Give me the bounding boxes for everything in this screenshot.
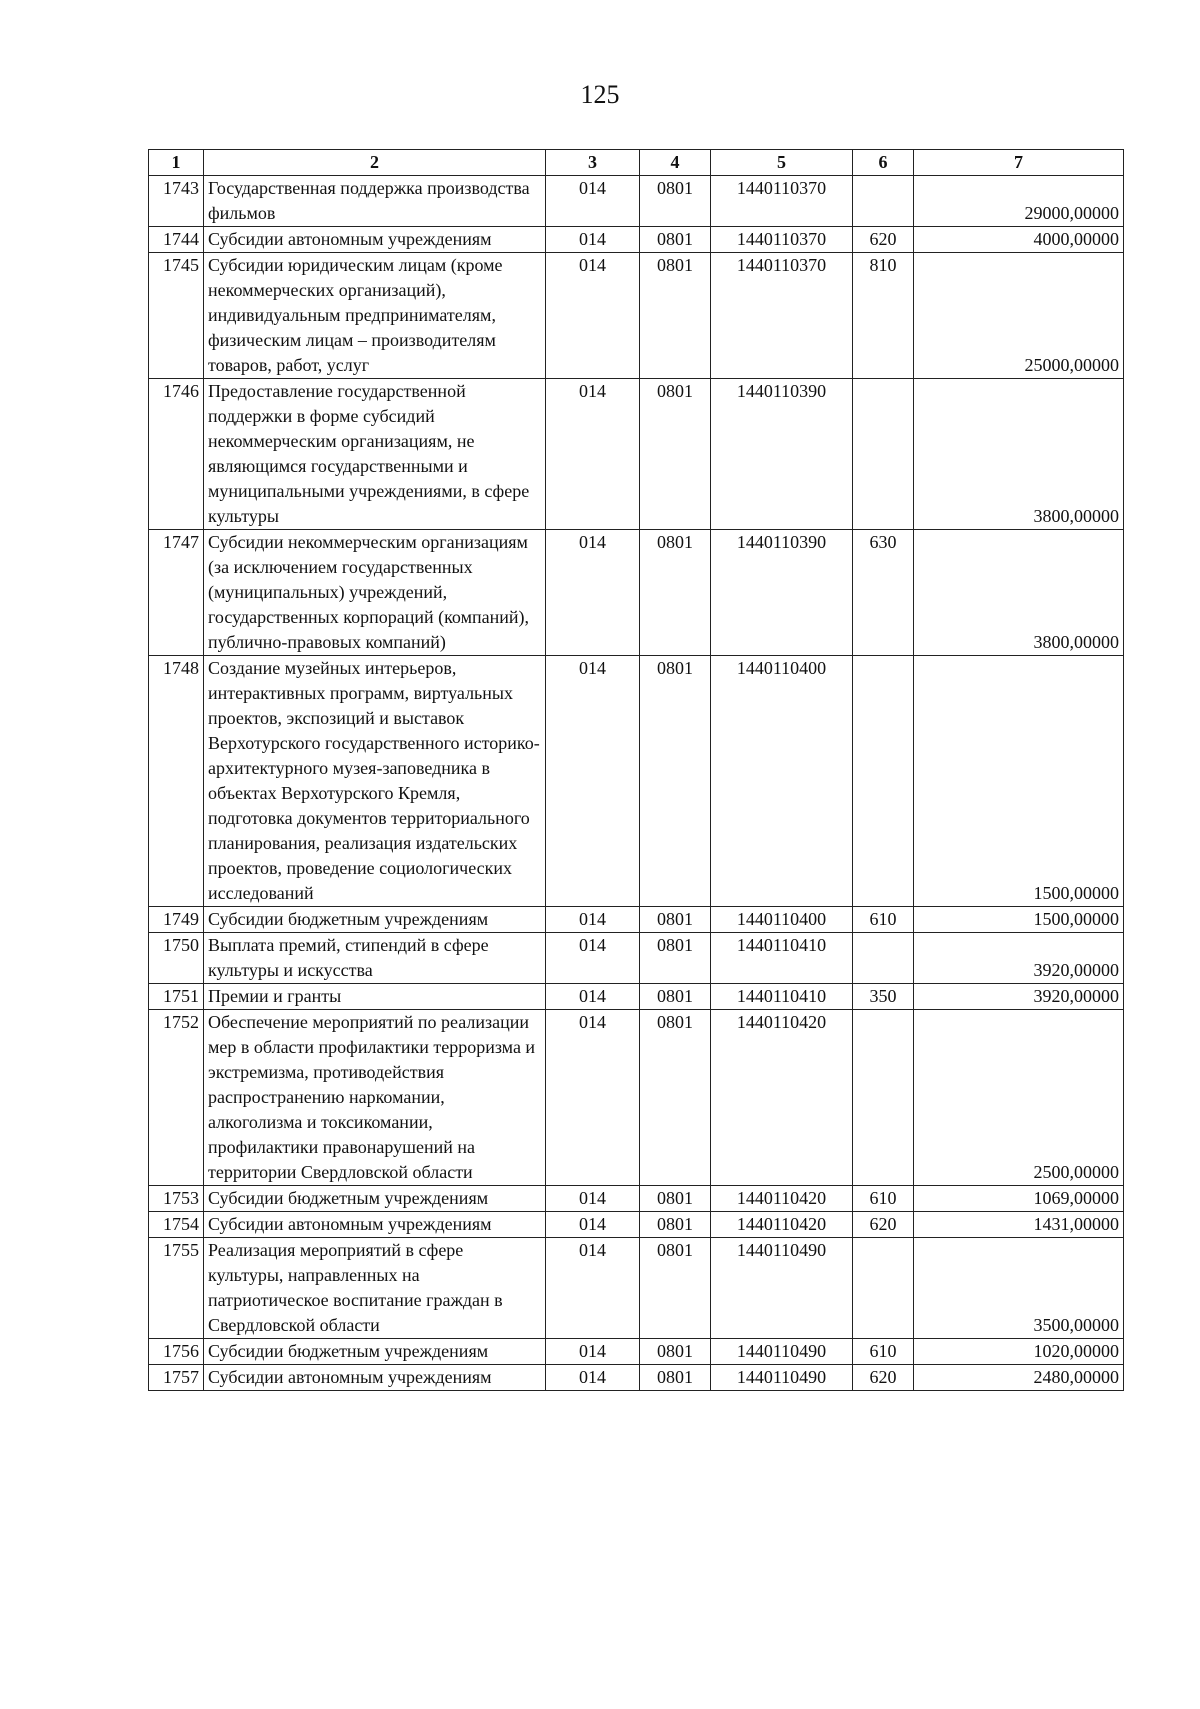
table-row xyxy=(149,1238,1124,1339)
row-name: Предоставление государственной поддержки в форме субсидий некоммерческим организациям, не являющимся государственными и муниципальными учреждениями, в сфере культуры xyxy=(204,379,546,530)
row-department-code: 014 xyxy=(546,1238,640,1339)
row-section-code: 0801 xyxy=(640,1339,711,1365)
row-section-code: 0801 xyxy=(640,530,711,656)
row-department-code: 014 xyxy=(546,1339,640,1365)
row-name: Обеспечение мероприятий по реализации мер в области профилактики терроризма и экстремизма, противодействия распространению наркомании, алкоголизма и токсикомании, профилактики правонарушений на территории Свердловской области xyxy=(204,1010,546,1186)
row-name: Реализация мероприятий в сфере культуры, направленных на патриотическое воспитание граждан в Свердловской области xyxy=(204,1238,546,1339)
table-row xyxy=(149,984,1124,1010)
row-amount: 1431,00000 xyxy=(914,1212,1124,1238)
header-row xyxy=(149,150,1124,176)
column-header-3: 3 xyxy=(546,150,640,176)
row-expense-type-code xyxy=(853,176,914,227)
row-expense-type-code xyxy=(853,1010,914,1186)
row-number: 1750 xyxy=(149,933,204,984)
row-number: 1752 xyxy=(149,1010,204,1186)
column-header-7: 7 xyxy=(914,150,1124,176)
row-amount: 2500,00000 xyxy=(914,1010,1124,1186)
row-expense-type-code: 350 xyxy=(853,984,914,1010)
row-number: 1745 xyxy=(149,253,204,379)
row-amount: 3800,00000 xyxy=(914,530,1124,656)
row-department-code: 014 xyxy=(546,933,640,984)
row-amount: 1020,00000 xyxy=(914,1339,1124,1365)
table-row xyxy=(149,1186,1124,1212)
row-section-code: 0801 xyxy=(640,984,711,1010)
table-row xyxy=(149,176,1124,227)
row-expense-type-code: 610 xyxy=(853,1339,914,1365)
column-header-4: 4 xyxy=(640,150,711,176)
row-amount: 3920,00000 xyxy=(914,984,1124,1010)
row-number: 1755 xyxy=(149,1238,204,1339)
row-department-code: 014 xyxy=(546,656,640,907)
row-expense-type-code: 620 xyxy=(853,1212,914,1238)
row-name: Субсидии автономным учреждениям xyxy=(204,1212,546,1238)
row-section-code: 0801 xyxy=(640,253,711,379)
row-name: Премии и гранты xyxy=(204,984,546,1010)
row-number: 1757 xyxy=(149,1365,204,1391)
row-department-code: 014 xyxy=(546,176,640,227)
row-target-article-code: 1440110420 xyxy=(711,1186,853,1212)
row-target-article-code: 1440110400 xyxy=(711,907,853,933)
table-row xyxy=(149,227,1124,253)
row-expense-type-code xyxy=(853,656,914,907)
row-amount: 4000,00000 xyxy=(914,227,1124,253)
row-amount: 3920,00000 xyxy=(914,933,1124,984)
table-row xyxy=(149,1212,1124,1238)
row-department-code: 014 xyxy=(546,530,640,656)
row-section-code: 0801 xyxy=(640,227,711,253)
row-target-article-code: 1440110370 xyxy=(711,253,853,379)
row-amount: 3800,00000 xyxy=(914,379,1124,530)
row-number: 1754 xyxy=(149,1212,204,1238)
row-amount: 25000,00000 xyxy=(914,253,1124,379)
row-section-code: 0801 xyxy=(640,907,711,933)
row-section-code: 0801 xyxy=(640,1186,711,1212)
row-department-code: 014 xyxy=(546,984,640,1010)
row-name: Субсидии некоммерческим организациям (за исключением государственных (муниципальных) учреждений, государственных корпораций (компаний), публично-правовых компаний) xyxy=(204,530,546,656)
row-name: Выплата премий, стипендий в сфере культуры и искусства xyxy=(204,933,546,984)
row-name: Субсидии автономным учреждениям xyxy=(204,1365,546,1391)
row-number: 1753 xyxy=(149,1186,204,1212)
row-target-article-code: 1440110420 xyxy=(711,1212,853,1238)
row-target-article-code: 1440110400 xyxy=(711,656,853,907)
row-number: 1756 xyxy=(149,1339,204,1365)
row-expense-type-code: 620 xyxy=(853,227,914,253)
row-expense-type-code: 810 xyxy=(853,253,914,379)
row-expense-type-code xyxy=(853,379,914,530)
row-target-article-code: 1440110390 xyxy=(711,379,853,530)
row-section-code: 0801 xyxy=(640,1238,711,1339)
row-expense-type-code xyxy=(853,933,914,984)
row-number: 1751 xyxy=(149,984,204,1010)
row-name: Создание музейных интерьеров, интерактивных программ, виртуальных проектов, экспозиций и выставок Верхотурского государственного историко-архитектурного музея-заповедника в объектах Верхотурского Кремля, подготовка документов территориального планирования, реализация издательских проектов, проведение социологических исследований xyxy=(204,656,546,907)
row-section-code: 0801 xyxy=(640,379,711,530)
row-expense-type-code: 620 xyxy=(853,1365,914,1391)
row-section-code: 0801 xyxy=(640,1365,711,1391)
row-target-article-code: 1440110490 xyxy=(711,1365,853,1391)
row-target-article-code: 1440110490 xyxy=(711,1238,853,1339)
table-row xyxy=(149,907,1124,933)
row-department-code: 014 xyxy=(546,1010,640,1186)
row-amount: 1500,00000 xyxy=(914,907,1124,933)
row-target-article-code: 1440110410 xyxy=(711,984,853,1010)
row-expense-type-code: 630 xyxy=(853,530,914,656)
row-department-code: 014 xyxy=(546,1365,640,1391)
row-amount: 1500,00000 xyxy=(914,656,1124,907)
row-amount: 1069,00000 xyxy=(914,1186,1124,1212)
column-header-5: 5 xyxy=(711,150,853,176)
table-row xyxy=(149,1339,1124,1365)
row-department-code: 014 xyxy=(546,227,640,253)
row-expense-type-code: 610 xyxy=(853,907,914,933)
row-name: Субсидии бюджетным учреждениям xyxy=(204,1339,546,1365)
table-row xyxy=(149,253,1124,379)
row-department-code: 014 xyxy=(546,379,640,530)
row-target-article-code: 1440110390 xyxy=(711,530,853,656)
row-target-article-code: 1440110370 xyxy=(711,176,853,227)
table-row xyxy=(149,530,1124,656)
row-section-code: 0801 xyxy=(640,933,711,984)
row-number: 1743 xyxy=(149,176,204,227)
row-amount: 29000,00000 xyxy=(914,176,1124,227)
row-expense-type-code: 610 xyxy=(853,1186,914,1212)
row-section-code: 0801 xyxy=(640,176,711,227)
budget-table xyxy=(148,149,1124,1391)
row-number: 1748 xyxy=(149,656,204,907)
row-target-article-code: 1440110370 xyxy=(711,227,853,253)
row-name: Субсидии бюджетным учреждениям xyxy=(204,1186,546,1212)
column-header-6: 6 xyxy=(853,150,914,176)
row-section-code: 0801 xyxy=(640,656,711,907)
table-row xyxy=(149,656,1124,907)
row-name: Субсидии бюджетным учреждениям xyxy=(204,907,546,933)
row-amount: 3500,00000 xyxy=(914,1238,1124,1339)
row-target-article-code: 1440110420 xyxy=(711,1010,853,1186)
row-department-code: 014 xyxy=(546,1186,640,1212)
row-department-code: 014 xyxy=(546,907,640,933)
row-section-code: 0801 xyxy=(640,1010,711,1186)
table-row xyxy=(149,933,1124,984)
table-row xyxy=(149,1010,1124,1186)
column-header-1: 1 xyxy=(149,150,204,176)
row-number: 1747 xyxy=(149,530,204,656)
row-section-code: 0801 xyxy=(640,1212,711,1238)
row-name: Государственная поддержка производства фильмов xyxy=(204,176,546,227)
row-department-code: 014 xyxy=(546,253,640,379)
column-header-2: 2 xyxy=(204,150,546,176)
row-target-article-code: 1440110490 xyxy=(711,1339,853,1365)
row-number: 1749 xyxy=(149,907,204,933)
table-row xyxy=(149,1365,1124,1391)
row-amount: 2480,00000 xyxy=(914,1365,1124,1391)
row-target-article-code: 1440110410 xyxy=(711,933,853,984)
page-number: 125 xyxy=(580,80,620,109)
table-body xyxy=(149,176,1124,1391)
row-name: Субсидии юридическим лицам (кроме некоммерческих организаций), индивидуальным предпринимателям, физическим лицам – производителям товаров, работ, услуг xyxy=(204,253,546,379)
row-number: 1746 xyxy=(149,379,204,530)
row-name: Субсидии автономным учреждениям xyxy=(204,227,546,253)
table-row xyxy=(149,379,1124,530)
row-number: 1744 xyxy=(149,227,204,253)
row-department-code: 014 xyxy=(546,1212,640,1238)
row-expense-type-code xyxy=(853,1238,914,1339)
